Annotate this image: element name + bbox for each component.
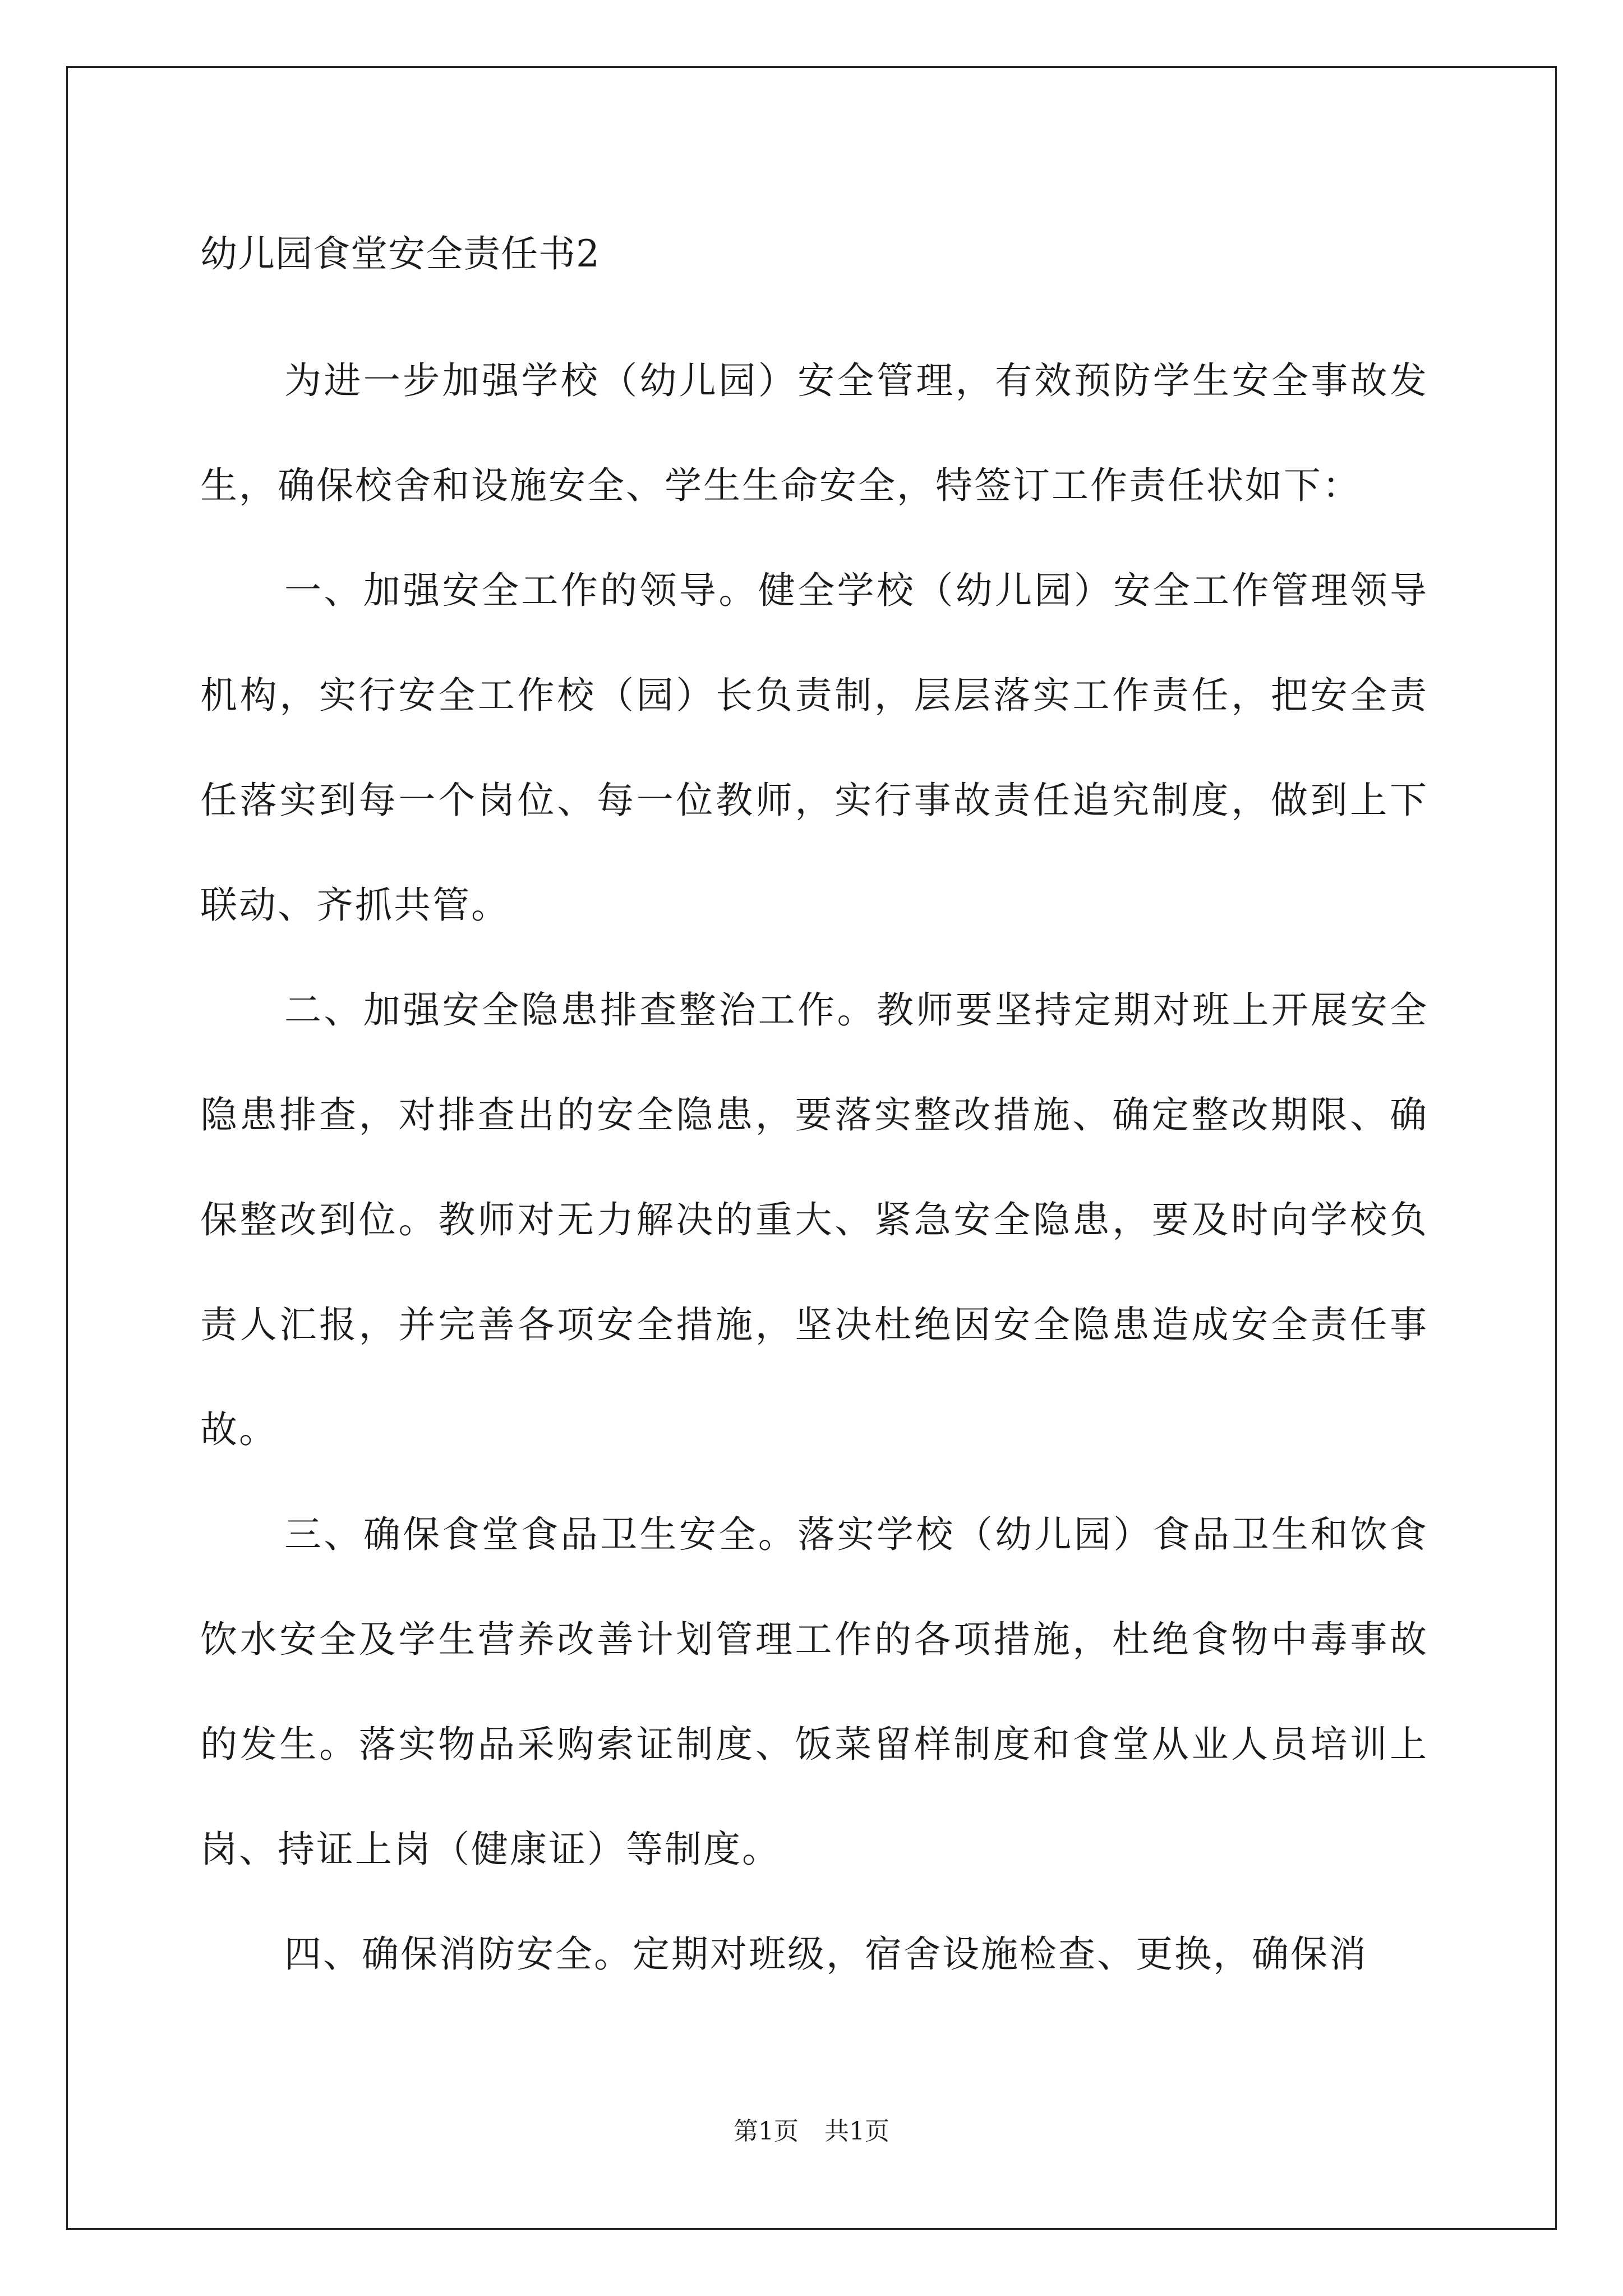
paragraph-section-2: 二、加强安全隐患排查整治工作。教师要坚持定期对班上开展安全隐患排查，对排查出的安全隐患，要落实整改措施、确定整改期限、确保整改到位。教师对无力解决的重大、紧急安全隐患，要及时向学校负责人汇报，并完善各项安全措施，坚决杜绝因安全隐患造成安全责任事故。: [200, 988, 1428, 1451]
paragraph-section-4: 四、确保消防安全。定期对班级，宿舍设施检查、更换，确保消: [284, 1932, 1368, 1976]
page-total: 共1页: [824, 2117, 889, 2146]
paragraph-section-3: 三、确保食堂食品卫生安全。落实学校（幼儿园）食品卫生和饮食饮水安全及学生营养改善计划管理工作的各项措施，杜绝食物中毒事故的发生。落实物品采购索证制度、饭菜留样制度和食堂从业人员培训上岗、持证上岗（健康证）等制度。: [200, 1513, 1428, 1871]
page-number: 第1页: [734, 2117, 799, 2146]
page-footer: [0, 2115, 1623, 2148]
document-body: [200, 328, 1428, 2007]
paragraph-intro: 为进一步加强学校（幼儿园）安全管理，有效预防学生安全事故发生，确保校舍和设施安全、学生生命安全，特签订工作责任状如下：: [200, 359, 1428, 507]
document-title: 幼儿园食堂安全责任书2: [200, 232, 600, 275]
paragraph-section-1: 一、加强安全工作的领导。健全学校（幼儿园）安全工作管理领导机构，实行安全工作校（园）长负责制，层层落实工作责任，把安全责任落实到每一个岗位、每一位教师，实行事故责任追究制度，做到上下联动、齐抓共管。: [200, 569, 1428, 927]
